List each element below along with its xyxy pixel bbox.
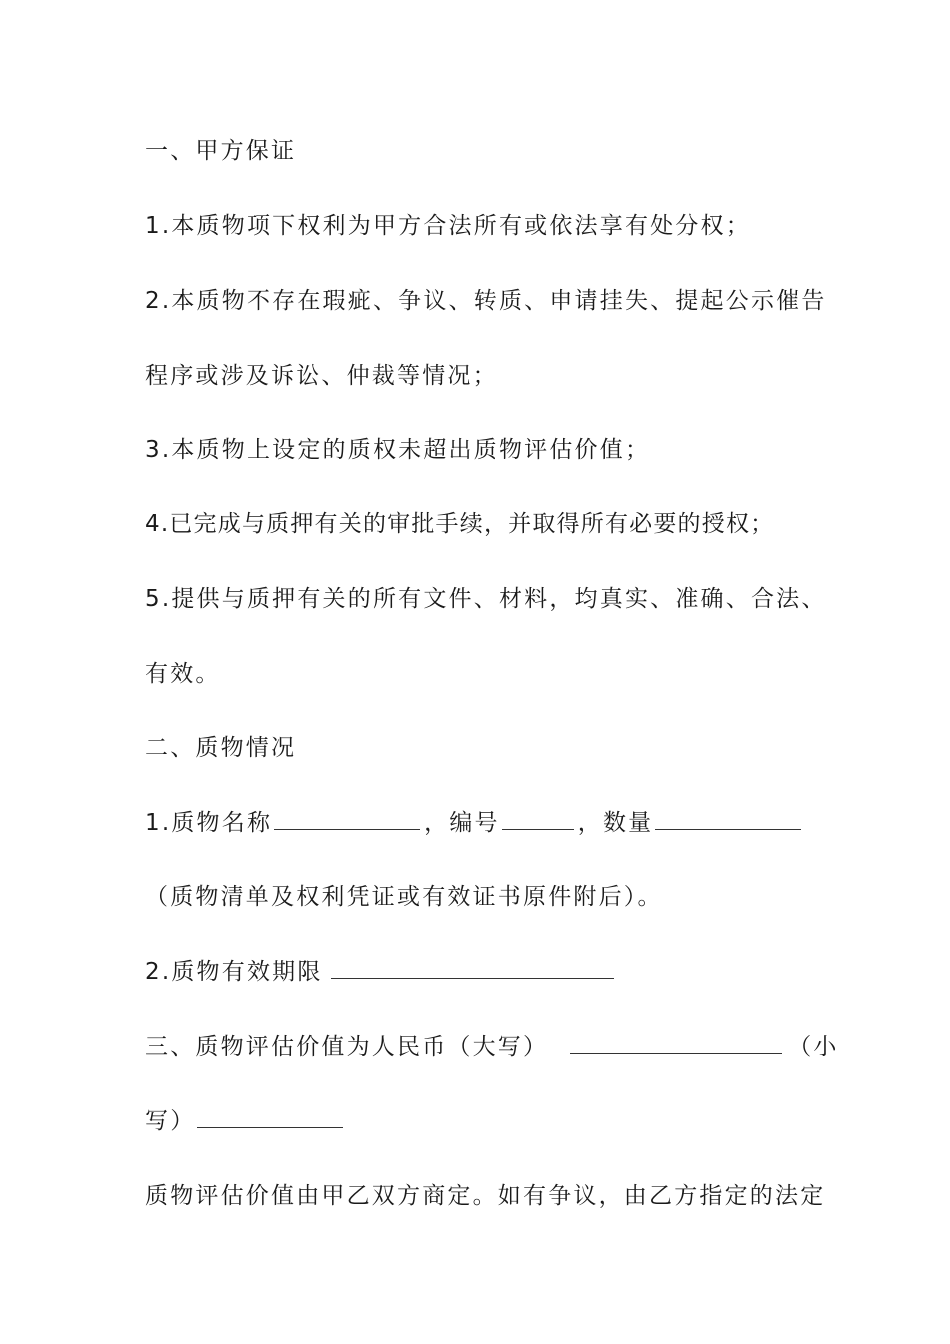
section1-item2-line1 — [145, 281, 827, 321]
section3-lower — [145, 1101, 810, 1141]
valuation-lower-blank[interactable] — [197, 1101, 343, 1128]
section2-heading-text: 二、质物情况 — [145, 735, 297, 761]
section1-item5-line1 — [145, 579, 827, 619]
section1-item2-line2-text: 程序或涉及诉讼、仲裁等情况； — [145, 363, 498, 389]
item-number-blank[interactable] — [502, 803, 574, 830]
section1-item5-line1-text: 5.提供与质押有关的所有文件、材料，均真实、准确、合法、 — [145, 586, 827, 612]
section1-item4-text: 4.已完成与质押有关的审批手续，并取得所有必要的授权； — [145, 511, 775, 537]
section1-heading — [145, 131, 810, 171]
section3-paragraph — [145, 1176, 826, 1216]
section1-item4 — [145, 504, 810, 544]
section1-item2-line1-text: 2.本质物不存在瑕疵、争议、转质、申请挂失、提起公示催告 — [145, 288, 827, 314]
item-quantity-label: ，数量 — [577, 810, 654, 836]
item-quantity-blank[interactable] — [655, 803, 801, 830]
validity-period-label: 2.质物有效期限 — [145, 959, 323, 985]
section1-item5-line2 — [145, 654, 810, 694]
item-name-label: 1.质物名称 — [145, 810, 273, 836]
section3-paragraph-text: 质物评估价值由甲乙双方商定。如有争议，由乙方指定的法定 — [145, 1183, 826, 1209]
item-number-label: ，编号 — [424, 810, 500, 836]
valuation-lower-open: （小 — [788, 1034, 839, 1060]
section2-heading — [145, 728, 810, 768]
section1-item5-line2-text: 有效。 — [145, 661, 221, 687]
validity-period-blank[interactable] — [331, 952, 614, 979]
valuation-upper-label: 三、质物评估价值为人民币（大写） — [145, 1034, 549, 1060]
section2-item1-note — [145, 877, 810, 917]
section1-item2-line2 — [145, 356, 810, 396]
valuation-lower-label: 写） — [145, 1108, 196, 1134]
section2-item1-note-text: （质物清单及权利凭证或有效证书原件附后）。 — [145, 884, 663, 910]
item-name-blank[interactable] — [274, 803, 420, 830]
section1-item1 — [145, 206, 810, 246]
section1-heading-text: 一、甲方保证 — [145, 138, 297, 164]
valuation-upper-blank[interactable] — [570, 1027, 782, 1054]
section1-item3-text: 3.本质物上设定的质权未超出质物评估价值； — [145, 437, 651, 463]
section3-heading — [145, 1027, 839, 1067]
section2-item2 — [145, 952, 810, 992]
section2-item1 — [145, 803, 810, 843]
section1-item3 — [145, 430, 810, 470]
section1-item1-text: 1.本质物项下权利为甲方合法所有或依法享有处分权； — [145, 213, 751, 239]
